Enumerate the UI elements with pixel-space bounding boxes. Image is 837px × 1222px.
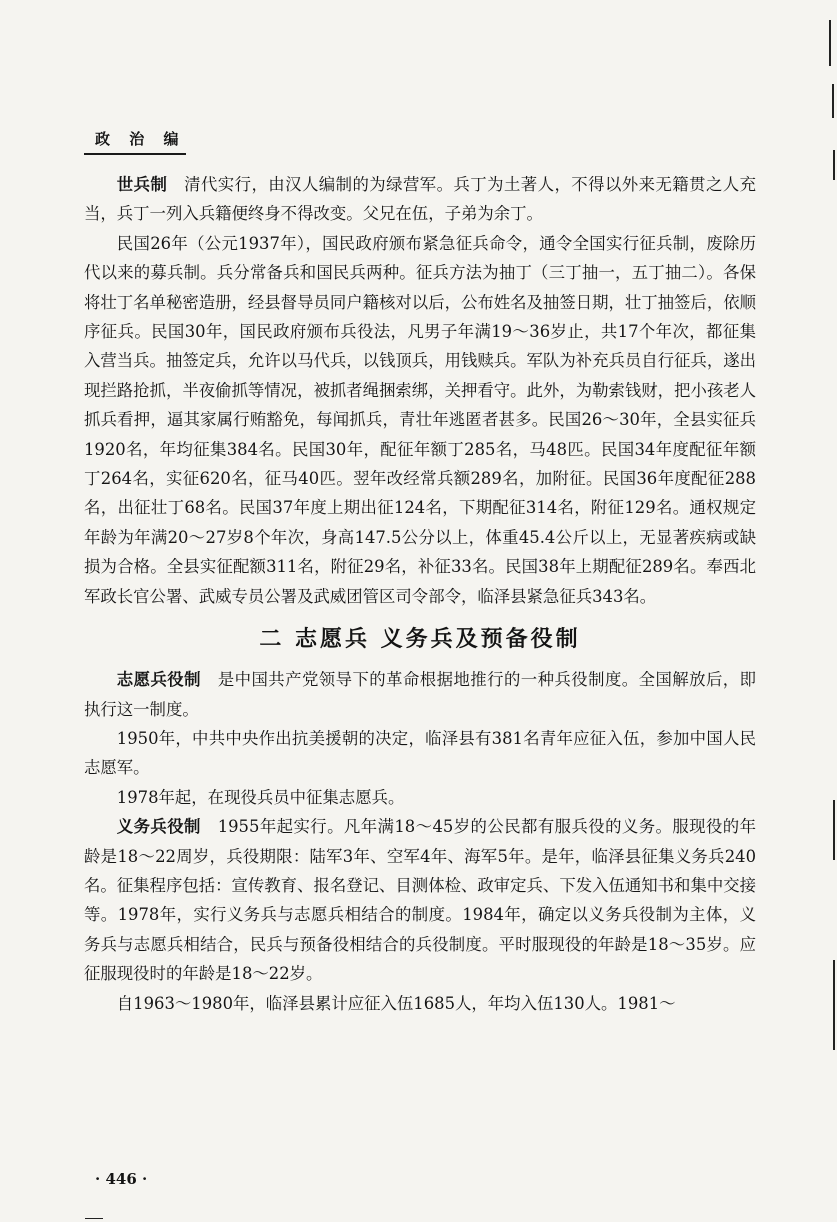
scan-edge-mark: [829, 20, 831, 66]
paragraph-minguo-conscription: [84, 229, 756, 611]
scan-edge-mark: [833, 800, 835, 860]
paragraph-text: 清代实行，由汉人编制的为绿营军。兵丁为土著人，不得以外来无籍贯之人充当，兵丁一列入兵籍便终身不得改变。父兄在伍，子弟为余丁。: [84, 175, 757, 224]
scan-edge-mark: [833, 960, 835, 1050]
paragraph-text: 是中国共产党领导下的革命根据地推行的一种兵役制度。全国解放后，即执行这一制度。: [84, 670, 757, 719]
scan-edge-mark: [85, 1218, 103, 1219]
paragraph-1950: [84, 724, 756, 783]
paragraph-text: 1955年起实行。凡年满18～45岁的公民都有服兵役的义务。服现役的年龄是18～22周岁，兵役期限：陆军3年、空军4年、海军5年。是年，临泽县征集义务兵240名。征集程序包括：宣传教育、报名登记、目测体检、政审定兵、下发入伍通知书和集中交接等。1978年，实行义务兵与志愿兵相结合的制度。1984年，确定以义务兵役制为主体，义务兵与志愿兵相结合，民兵与预备役相结合的兵役制度。平时服现役的年龄是18～35岁。应征服现役时的年龄是18～22岁。: [84, 817, 757, 984]
paragraph-compulsory-system: [84, 812, 756, 988]
page-body: [84, 170, 756, 1018]
paragraph-1963-1980: [84, 989, 756, 1018]
header-rule: [84, 153, 186, 155]
paragraph-text: 1950年，中共中央作出抗美援朝的决定，临泽县有381名青年应征入伍，参加中国人民志愿军。: [84, 728, 756, 778]
paragraph-text: 1978年起，在现役兵员中征集志愿兵。: [116, 787, 405, 807]
paragraph-1978: [84, 783, 756, 812]
scan-edge-mark: [832, 84, 834, 118]
section-heading: 二 志愿兵 义务兵及预备役制: [259, 626, 581, 653]
term-heading: 世兵制: [116, 175, 168, 194]
running-header: 政 治 编: [95, 130, 186, 148]
scan-edge-mark: [833, 150, 835, 180]
paragraph-shibingzhi: [84, 170, 756, 229]
paragraph-text: 民国26年（公元1937年），国民政府颁布紧急征兵命令，通令全国实行征兵制，废除历代以来的募兵制。兵分常备兵和国民兵两种。征兵方法为抽丁（三丁抽一，五丁抽二）。各保将壮丁名单秘密造册，经县督导员同户籍核对以后，公布姓名及抽签日期，壮丁抽签后，依顺序征兵。民国30年，国民政府颁布兵役法，凡男子年满19～36岁止，共17个年次，都征集入营当兵。抽签定兵，允许以马代兵，以钱顶兵，用钱赎兵。军队为补充兵员自行征兵，遂出现拦路抢抓，半夜偷抓等情况，被抓者绳捆索绑，关押看守。此外，为勒索钱财，把小孩老人抓兵看押，逼其家属行贿豁免，每闻抓兵，青壮年逃匿者甚多。民国26～30年，全县实征兵1920名，年均征集384名。民国30年，配征年额丁285名，马48匹。民国34年度配征年额丁264名，实征620名，征马40匹。翌年改经常兵额289名，加附征。民国36年度配征288名，出征壮丁68名。民国37年度上期出征124名，下期配征314名，附征129名。通权规定年龄为年满20～27岁8个年次，身高147.5公分以上，体重45.4公斤以上，无显著疾病或缺损为合格。全县实征配额311名，附征29名，补征33名。民国38年上期配征289名。奉西北军政长官公署、武威专员公署及武威团管区司令部令，临泽县紧急征兵343名。: [84, 233, 757, 606]
term-heading: 义务兵役制: [116, 817, 201, 837]
page-number: · 446 ·: [95, 1170, 148, 1188]
paragraph-text: 自1963～1980年，临泽县累计应征入伍1685人，年均入伍130人。1981～: [116, 993, 676, 1013]
paragraph-volunteer-system: [84, 665, 756, 724]
term-heading: 志愿兵役制: [116, 670, 201, 690]
